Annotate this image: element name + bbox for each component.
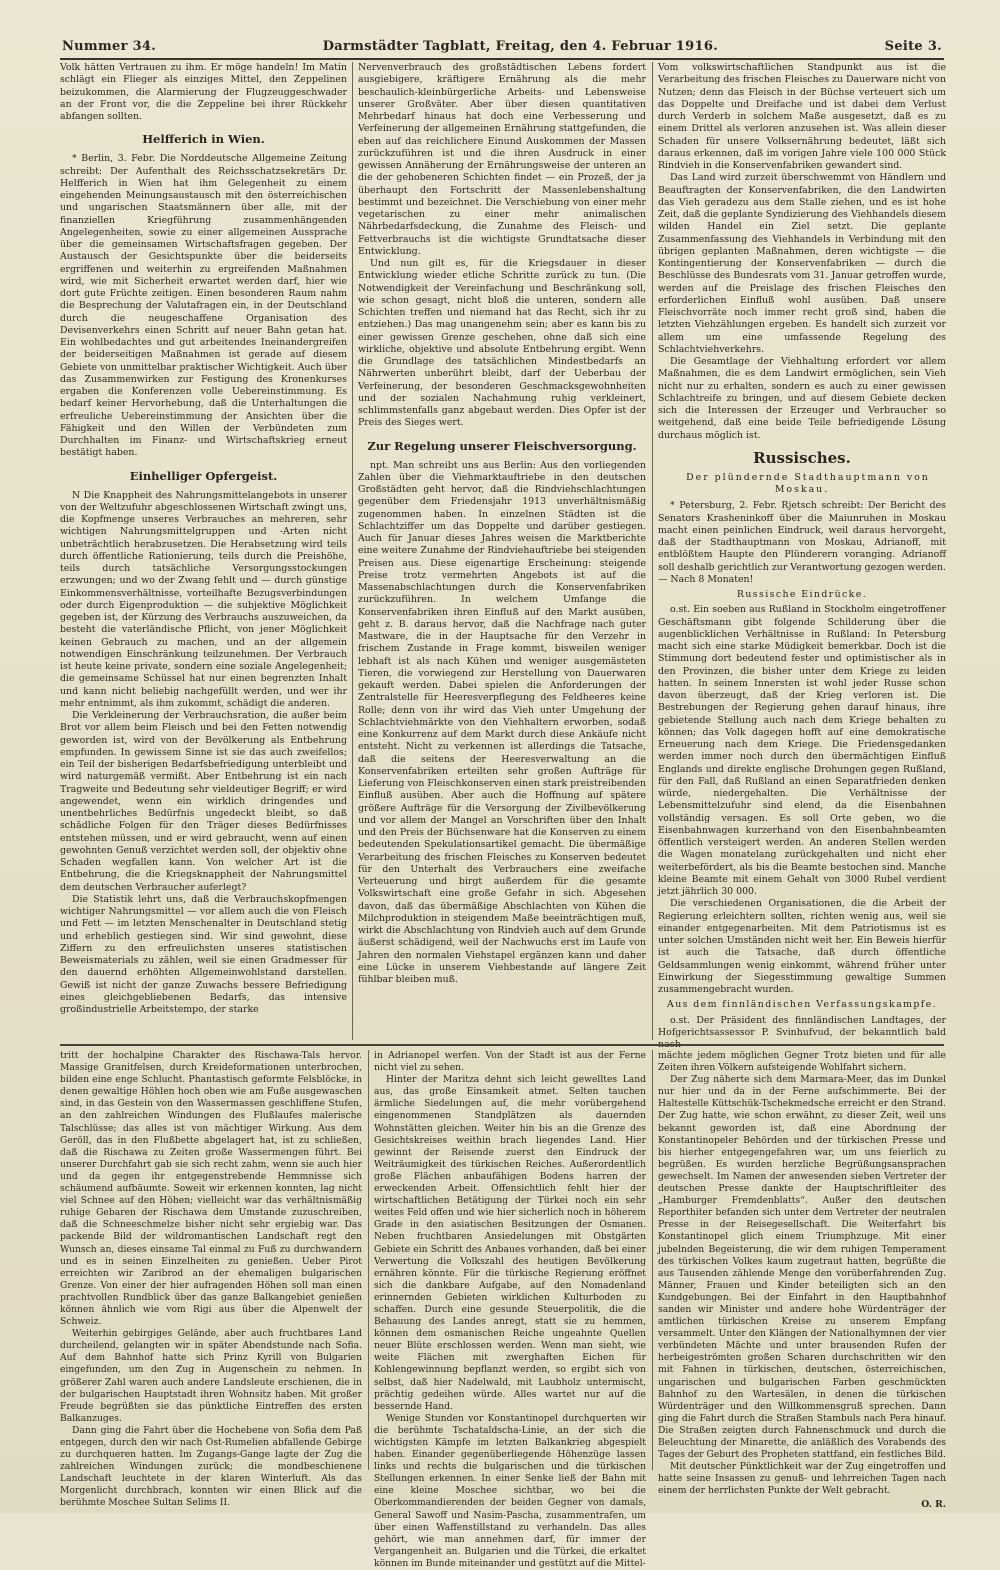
article-paragraph: Die verschiedenen Organisationen, die die Arbeit der Regierung erleichtern sollten, richten wenig aus, weil sie einander entgegenarbeiten. Mit dem Patriotismus ist es unter solchen Umständen nicht weit her. Ein Beweis hierfür ist auch die Tatsache, daß durch öffentliche Geldsammlungen wenig einkommt, während früher unter Einwirkung der Siegesstimmung gewaltige Summen zusammengebracht wurden. bbox=[658, 898, 946, 995]
page-number: Seite 3. bbox=[884, 38, 942, 54]
lower-column-3 bbox=[658, 1050, 947, 1511]
subheadline-eindruecke: Russische Eindrücke. bbox=[736, 589, 868, 600]
subheadline-stadthauptmann: Der plündernde Stadthauptmann von Moskau. bbox=[686, 471, 930, 495]
article-paragraph: Die Gesamtlage der Viehhaltung erfordert vor allem Maßnahmen, die es dem Landwirt ermöglichen, sein Vieh nicht nur zu erhalten, sondern es auch zu einer gewissen Schlachtreife zu bringen, und auf diesem Gebiete decken sich die Interessen der Erzeuger und Verbraucher so weitgehend, daß eine beide Teile befriedigende Lösung durchaus möglich ist. bbox=[658, 356, 946, 441]
feuilleton-paragraph: in Adrianopel werfen. Von der Stadt ist aus der Ferne nicht viel zu sehen. bbox=[374, 1050, 646, 1074]
issue-number: Nummer 34. bbox=[62, 38, 157, 54]
feuilleton-paragraph: mächte jedem möglichen Gegner Trotz bieten und für alle Zeiten ihren Völkern aufsteigende Wohlfahrt sichern. bbox=[658, 1050, 946, 1074]
article-paragraph: Nervenverbrauch des großstädtischen Lebens fordert ausgiebigere, kräftigere Ernährung als die mehr beschaulich-kleinbürgerliche Arbeits- und Lebensweise unserer Großväter. Aber über diesen quantitativen Mehrbedarf hinaus hat doch eine Verbesserung und Verfeinerung der allgemeinen Ernährung stattgefunden, die eben auf das reichlichere Einund Auskommen der Massen zurückzuführen ist und die ihren Ausdruck in einer gewissen Annäherung der Ernährungsweise der unteren an die der gehobeneren Schichten findet — ein Prozeß, der ja überhaupt den Fortschritt der Massenlebenshaltung bestimmt und bezeichnet. Die Verschiebung von einer mehr vegetarischen zu einer mehr animalischen Nährbedarfsdeckung, die Zunahme des Fleisch- und Fettverbrauchs ist die wichtigste Grundtatsache dieser Entwicklung. bbox=[358, 62, 646, 257]
article-paragraph: Die Verkleinerung der Verbrauchsration, die außer beim Brot vor allem beim Fleisch und bei den Fetten notwendig geworden ist, wird von der Bevölkerung als Entbehrung empfunden. In gewissem Sinne ist sie das auch zweifellos; ein Teil der bisherigen Bedarfsbefriedigung unterbleibt und wird naturgemäß vermißt. Aber Entbehrung ist ein nach Tragweite und Bedeutung sehr vieldeutiger Begriff; er wird angewendet, wenn ein wirklich dringendes und unentbehrliches Bedürfnis ungedeckt bleibt, so daß schädliche Folgen für den Träger dieses Bedürfnisses entstehen müssen, und er wird gebraucht, wenn auf einen gewohnten Genuß verzichtet werden soll, der objektiv ohne Schaden wegfallen kann. Von welcher Art ist die Entbehrung, die die Kriegsknappheit der Nahrungsmittel dem deutschen Verbraucher auferlegt? bbox=[60, 710, 347, 893]
article-paragraph: Vom volkswirtschaftlichen Standpunkt aus ist die Verarbeitung des frischen Fleisches zu Dauerware nicht von Nutzen; denn das Fleisch in der Büchse verteuert sich um das Doppelte und Dreifache und ist dabei dem Verlust durch Verderb in solchem Maße ausgesetzt, daß es zu einem Drittel als verloren anzusehen ist. Was allein dieser Schaden für unsere Volksernährung bedeutet, läßt sich daraus erkennen, daß im vorigen Jahre viele 100 000 Stück Rindvieh in die Konservenfabriken gewandert sind. bbox=[658, 62, 946, 171]
lower-column-divider-1 bbox=[368, 1050, 369, 1470]
feuilleton-paragraph: Hinter der Maritza dehnt sich leicht gewelltes Land aus, das große Einsamkeit atmet. Selten tauchen ärmliche Siedelungen auf, die mehr vorübergehend eingenommenen Standplätzen als dauernden Wohnstätten gleichen. Weiter hin bis an die Grenze des Gesichtskreises weithin brach liegendes Land. Hier gewinnt der Reisende zuerst den Eindruck der Weiträumigkeit des türkischen Reiches. Außerordentlich große Flächen anbaufähigen Bodens harren der erweckenden Arbeit. Offensichtlich fehlt hier der wirtschaftlichen Betätigung der Türkei noch ein sehr weites Feld offen und wie hier sicherlich noch in höherem Grade in den asiatischen Besitzungen der Osmanen. Neben fruchtbaren Ansiedelungen mit Obstgärten Gebiete ein Schritt des Anbaues vorhanden, daß bei einer Verwertung die Volkszahl des heutigen Bevölkerung ernähren könnte. Für die türkische Regierung eröffnet sich die dankbare Aufgabe, auf den Nomadenland erinnernden Gebieten wirklichen Kulturboden zu schaffen. Durch eine gesunde Steuerpolitik, die die Behauung des Landes anregt, statt sie zu hemmen, können dem osmanischen Reiche ungeahnte Quellen neuer Blüte erschlossen werden. Wenn man sieht, wie weite Flächen mit zwerghaften Eichen für Kohlengewinnung bepflanzt werden, so ergibt sich von selbst, daß hier Nadelwald, mit Laubholz untermischt, prächtig gedeihen würde. Alles wartet nur auf die bessernde Hand. bbox=[374, 1074, 646, 1412]
column-divider-2 bbox=[652, 62, 653, 1040]
article-paragraph: N Die Knappheit des Nahrungsmittelangebots in unserer von der Weltzufuhr abgeschlossenen Wirtschaft zwingt uns, die Kopfmenge unseres Verbrauches an mehreren, sehr wichtigen Nahrungsmittelgruppen und -Arten nicht unbeträchtlich herabzusetzen. Die Herabsetzung wird teils durch öffentliche Rationierung, teils durch die Preishöhe, teils durch tatsächliche Versorgungsstockungen erzwungen; und wo der Zwang fehlt und — durch günstige Einkommensverhältnisse, vorteilhafte Bezugsverbindungen oder durch Eigenproduktion — die subjektive Möglichkeit gegeben ist, der Kürzung des Verbrauchs auszuweichen, da besteht die vaterländische Pflicht, von jener Möglichkeit keinen Gebrauch zu machen, und an der allgemein notwendigen Einschränkung teilzunehmen. Der Verbrauch ist heute keine private, sondern eine soziale Angelegenheit; die gemeinsame Schüssel hat nur einen begrenzten Inhalt und kann nicht beliebig nachgefüllt werden, und wer ihr mehr entnimmt, als ihm zukommt, schädigt die anderen. bbox=[60, 489, 347, 709]
feuilleton-paragraph: Der Zug näherte sich dem Marmara-Meer, das im Dunkel nur hier und da in der Ferne aufschimmerte. Bei der Haltestelle Küttschük-Tschekmedsche erreicht er den Strand. Der Zug hatte, wie schon erwähnt, zu dieser Zeit, weil uns bekannt geworden ist, daß eine Abordnung der Konstantinopeler Behörden und der türkischen Presse und bis hierher entgegengefahren war, um uns feierlich zu begrüßen. Es wurden herzliche Begrüßungsansprachen gewechselt. Im Namen der anwesenden sieben Vertreter der deutschen Presse dankte der Hauptschriftleiter des „Hamburger Fremdenblatts“. Außer den deutschen Reporthiter befanden sich unter dem Vertreter der neutralen Presse in der Reisegesellschaft. Die Weiterfahrt bis Konstantinopel glich einem Triumphzuge. Mit einer jubelnden Begeisterung, die wir dem ruhigen Temperament des türkischen Volkes kaum zugetraut hatten, begrüßte die aus Tausenden zählende Menge den vorüberfahrenden Zug. Männer, Frauen und Kinder beteiligten sich an den Kundgebungen. Bei der Einfahrt in den Hauptbahnhof sanden wir Minister und andere hohe Würdenträger der amtlichen türkischen Kreise zu unserem Empfang versammelt. Unter den Klängen der Nationalhymnen der vier verbündeten Mächte und unter brausenden Rufen der herbeigeströmten großen Scharen durchschritten wir den mit Fahnen in türkischen, deutschen, österreichischen, ungarischen und bulgarischen Farben geschmückten Bahnhof zu den Wartesälen, in denen die türkischen Würdenträger und den Willkommensgruß sprechen. Dann ging die Fahrt durch die Straßen Stambuls nach Pera hinauf. Die Straßen zeigten durch Fahnenschmuck und durch die Beleuchtung der Minarette, die anläßlich des Vorabends des Tages der Geburt des Propheten stattfand, ein festliches Bild. bbox=[658, 1074, 947, 1461]
feuilleton-paragraph: Dann ging die Fahrt über die Hochebene von Sofia dem Paß entgegen, durch den wir nach Ost-Rumelien abfallende Gebirge zu durchqueren hatten. Im Zugangs-Gange lagte der Zug die zahlreichen Windungen zurück; die mondbeschienene Landschaft leuchtete in der klaren Winterluft. Als das Morgenlicht durchbrach, konnten wir einen Blick auf die berühmte Moschee Sultan Selims II. bbox=[60, 1424, 362, 1509]
feuilleton-paragraph: Mit deutscher Pünktlichkeit war der Zug eingetroffen und hatte seine Insassen zu genuß- und lehrreichen Tagen nach einem der herrlichsten Punkte der Welt gebracht. bbox=[658, 1461, 946, 1497]
article-paragraph: npt. Man schreibt uns aus Berlin: Aus den vorliegenden Zahlen über die Viehmarktauftriebe in den deutschen Großstädten geht hervor, daß die Rindviehschlachtungen gegenüber dem Friedensjahr 1913 unverhältnismäßig zugenommen haben. In einzelnen Städten ist die Schlachtziffer um das Doppelte und darüber gestiegen. Auch für Januar dieses Jahres weisen die Marktberichte eine weitere Zunahme der Rindviehauftriebe bei steigenden Preisen aus. Diese eigenartige Erscheinung: steigende Preise trotz vermehrten Angebots ist auf die Massenabschlachtungen durch die Konservenfabriken zurückzuführen. In welchem Umfange die Konservenfabriken ihren Einfluß auf den Markt ausüben, geht z. B. daraus hervor, daß die Nachfrage nach guter Mastware, die in der Hauptsache für den Verzehr in frischem Zustande in Frage kommt, bisweilen weniger lebhaft ist als nach Kühen und weniger ausgemästeten Tieren, die vorwiegend zur Herstellung von Dauerwaren gekauft werden. Dabei spielen die Anforderungen der Zentralstelle für Heeresverpflegung des Feldheeres keine Rolle; denn von ihr wird das Vieh unter Umgehung der Schlachtviehmärkte von den Viehhaltern erworben, sodaß eine Konkurrenz auf dem Markt durch diese Ankäufe nicht entsteht. Nicht zu verkennen ist allerdings die Tatsache, daß die seitens der Heeresverwaltung an die Konservenfabriken erteilten sehr großen Aufträge für Lieferung von Fleischkonserven einen stark preistreibenden Einfluß ausüben. Aber auch die Hoffnung auf spätere größere Aufträge für die Versorgung der Zivilbevölkerung und vor allem der Mangel an Vorschriften über den Inhalt und den Preis der Büchsenware hat die Konserven zu einem bedeutenden Spekulationsartikel gemacht. Die übermäßige Verarbeitung des frischen Fleisches zu Konserven bedeutet für den Unterhalt des Verbrauchers eine zweifache Verteuerung und birgt außerdem für die gesamte Volkswirtschaft eine große Gefahr in sich. Abgesehen davon, daß das übermäßige Abschlachten von Kühen die Milchproduktion in steigendem Maße beeinträchtigen muß, wirkt die Abschlachtung von Rindvieh auch auf dem Grunde äußerst schädigend, weil der Nachwuchs erst im Laufe von Jahren den normalen Viehstapel ergänzen kann und daher eine Lücke in unserem Viehbestande auf längere Zeit fühlbar bleiben muß. bbox=[358, 459, 646, 985]
column-1 bbox=[60, 62, 347, 1042]
subheadline-finnland: Aus dem finnländischen Verfassungskampfe. bbox=[667, 999, 937, 1011]
lower-column-divider-2 bbox=[652, 1050, 653, 1470]
article-paragraph: Das Land wird zurzeit überschwemmt von Händlern und Beauftragten der Konservenfabriken, die den Landwirten das Vieh geradezu aus dem Stalle ziehen, und es ist hohe Zeit, daß die geplante Syndizierung des Viehhandels diesem wilden Handel ein Ziel setzt. Die geplante Zusammenfassung des Viehhandels in Verbindung mit den übrigen geplanten Maßnahmen, deren wichtigste — die Kontingentierung der Konservenfabriken — durch die Beschlüsse des Bundesrats vom 31. Januar getroffen wurde, werden auf die Preislage des frischen Fleisches den erforderlichen Einfluß wohl ausüben. Daß unsere Fleischvorräte noch immer recht groß sind, haben die letzten Viehzählungen ergeben. Es handelt sich zurzeit vor allem um eine umfassende Regelung des Schlachtviehverkehrs. bbox=[658, 172, 946, 355]
lower-column-1 bbox=[60, 1050, 362, 1509]
headline-fleischversorgung: Zur Regelung unserer Fleischversorgung. bbox=[367, 438, 637, 453]
feuilleton-paragraph: tritt der hochalpine Charakter des Rischawa-Tals hervor. Massige Granitfelsen, durch Kreideformationen unterbrochen, bilden eine enge Schlucht. Phantastisch geformte Felsblöcke, in denen gewaltige Höhlen hoch oben wie am Fuße ausgewaschen sind, in das Gestein von den Wassermassen geschliffene Stufen, an den zahlreichen Windungen des Flußlaufes malerische Talschlüsse; das alles ist von mächtiger Wirkung. Aus dem Geröll, das in den Flußbette abgelagert hat, ist zu schließen, daß die Rischawa zu Zeiten große Wassermengen führt. Bei unserer Durchfahrt gab sie sich recht zahm, wenn sie auch hier und da gegen ihr entgegenstrebende Hemmnisse sich schäumend aufbäumte. Soweit wir erkennen konnten, lag nicht viel Schnee auf den Höhen; vielleicht war das verhältnismäßig ruhige Gebaren der Rischawa dem Umstande zuzuschreiben, daß die Schneeschmelze bisher nicht sehr ergiebig war. Das packende Bild der wildromantischen Landschaft regt den Wunsch an, dieses einsame Tal einmal zu Fuß zu durchwandern und es in seinen Einzelheiten zu genießen. Ueber Pirot erreichten wir Zaribrod an der ehemaligen bulgarischen Grenze. Von einer der hier aufragenden Höhen soll man einen prachtvollen Rundblick über das ganze Balkangebiet genießen können ähnlich wie vom Rigi aus über die Alpenwelt der Schweiz. bbox=[60, 1050, 362, 1328]
intro-paragraph: Volk hätten Vertrauen zu ihm. Er möge handeln! Im Matin schlägt ein Flieger als einziges Mittel, den Zeppelinen beizukommen, die Alarmierung der Flugzeuggeschwader an der Front vor, die die Zeppeline bei ihrer Rückkehr abfangen sollten. bbox=[60, 62, 347, 122]
lower-column-2 bbox=[374, 1050, 646, 1569]
masthead-date: Darmstädter Tagblatt, Freitag, den 4. Februar 1916. bbox=[322, 38, 719, 54]
feuilleton-paragraph: Weiterhin gebirgiges Gelände, aber auch fruchtbares Land durcheilend, gelangten wir in später Abendstunde nach Sofia. Auf dem Bahnhof hatte sich Prinz Kyrill von Bulgarien eingefunden, um den Zug in Augenschein zu nehmen. In größerer Zahl waren auch andere Landsleute erschienen, die in der bulgarischen Hauptstadt ihren Wohnsitz haben. Mit großer Freude begrüßten sie das pünktliche Eintreffen des ersten Balkanzuges. bbox=[60, 1328, 362, 1424]
headline-helfferich: Helfferich in Wien. bbox=[142, 132, 265, 147]
article-paragraph: Und nun gilt es, für die Kriegsdauer in dieser Entwicklung wieder etliche Schritte zurück zu tun. (Die Notwendigkeit der Vereinfachung und Beschränkung soll, wie schon gesagt, nicht bloß die unteren, sondern alle Schichten treffen und niemand hat das Recht, sich ihr zu entziehen.) Das mag unangenehm sein; aber es kann bis zu einer gewissen Grenze geschehen, ohne daß sich eine wirkliche, objektive und absolute Entbehrung ergibt. Wenn die Grundlage des tatsächlichen Mindestbedarfs an Nährwerten unberührt bleibt, darf der Ueberbau der Verfeinerung, der besonderen Geschmacksgewohnheiten und der sozialen Nachahmung ruhig verkleinert, schlimmstenfalls ganz abgebaut werden. Dies Opfer ist der Preis des Sieges wert. bbox=[358, 258, 646, 429]
feuilleton-paragraph: Wenige Stunden vor Konstantinopel durchquerten wir die berühmte Tschataldscha-Linie, an der sich die wichtigsten Kämpfe im letzten Balkankrieg abgespielt haben. Einander gegenüberliegende Höhenzüge lassen links und rechts die bulgarischen und die türkischen Stellungen erkennen. In einer Senke ließ der Bahn mit eine kleine Moschee sichtbar, wo bei die Oberkommandierenden der beiden Gegner von damals, General Sawoff und Nasim-Pascha, zusammentrafen, um über einen Waffenstillstand zu verhandeln. Das alles gehört, wie man annehmen darf, für immer der Vergangenheit an. Bulgarien und die Türkei, die erkaltet können im Bunde miteinander und gestützt auf die Mittel- bbox=[374, 1412, 646, 1569]
article-paragraph: o.st. Der Präsident des finnländischen Landtages, der Hofgerichtsassessor P. Svinhufvud, der bekanntlich bald nach bbox=[658, 1014, 946, 1050]
column-3 bbox=[658, 62, 946, 1050]
page-header bbox=[62, 34, 942, 58]
column-2 bbox=[358, 62, 646, 1042]
headline-russisches: Russisches. bbox=[753, 448, 851, 467]
article-paragraph: o.st. Ein soeben aus Rußland in Stockholm eingetroffener Geschäftsmann gibt folgende Schilderung über die augenblicklichen Verhältnisse in Rußland: In Petersburg macht sich eine starke Müdigkeit bemerkbar. Doch ist die Stimmung dort bedeutend fester und optimistischer als in den Provinzen, die bisher unter dem Kriege zu leiden hatten. In seinem Innersten ist wohl jeder Russe schon davon überzeugt, daß der Krieg verloren ist. Die Bestrebungen der Regierung gehen darauf hinaus, ihre gebietende Stellung auch nach dem Kriege behalten zu können; das Volk dagegen hofft auf eine demokratische Erneuerung nach dem Kriege. Die Friedensgedanken werden immer noch durch den übermächtigen Einfluß Englands und direkte englische Drohungen gegen Rußland, für den Fall, daß Rußland an einen Separatfrieden denken würde, niedergehalten. Die Verhältnisse der Lebensmittelzufuhr sind elend, da die Eisenbahnen vollständig versagen. Es soll Orte geben, wo die Eisenbahnwagen kurzerhand von den Eisenbahnbeamten öffentlich versteigert werden. An anderen Stellen werden die Wagen monatelang zurückgehalten und nicht eher weiterbefördert, als bis die Beamte bestochen sind. Manche kleine Beamte mit einem Gehalt von 3000 Rubel verdient jetzt jährlich 30 000. bbox=[658, 604, 946, 897]
article-paragraph: * Berlin, 3. Febr. Die Norddeutsche Allgemeine Zeitung schreibt: Der Aufenthalt des Reichsschatzsekretärs Dr. Helfferich in Wien hat ihm Gelegenheit zu einem eingehenden Meinungsaustausch mit den österreichischen und ungarischen Staatsmännern über alle, mit der finanziellen Kriegführung zusammenhängenden Angelegenheiten, sowie zu einer allgemeinen Aussprache über die gemeinsamen Wirtschaftsfragen gegeben. Der Austausch der Gesichtspunkte über die beiderseits ergriffenen und weiterhin zu ergreifenden Maßnahmen wird, wie mit Sicherheit erwartet werden darf, hier wie dort gute Früchte zeitigen. Einen besonderen Raum nahm die Besprechung der Valutafragen ein, in der Deutschland durch die neugeschaffene Organisation des Devisenverkehrs einen Schritt auf neuer Bahn getan hat. Ein wohlbedachtes und gut arbeitendes Ineinandergreifen der beiderseitigen Maßnahmen ist gerade auf diesem Gebiete von unmittelbar praktischer Wichtigkeit. Auch über das Zusammenwirken zur Festigung des Kronenkurses ergaben die Konferenzen volle Uebereinstimmung. Es bedarf keiner Hervorhebung, daß die Unterhaltungen die erfreuliche Uebereinstimmung der Ansichten über die Fähigkeit und den Willen der Verbündeten zum Durchhalten im Finanz- und Wirtschaftskrieg erneut bestätigt haben. bbox=[60, 153, 347, 459]
article-paragraph: * Petersburg, 2. Febr. Rjetsch schreibt: Der Bericht des Senators Krasheninkoff über die Maiunruhen in Moskau macht einen peinlichen Eindruck, weil daraus hervorgeht, daß der Stadthauptmann von Moskau, Adrianoff, mit entblößtem Haupte den Plünderern voranging. Adrianoff soll deshalb gerichtlich zur Verantwortung gezogen werden. — Nach 8 Monaten! bbox=[658, 500, 946, 585]
column-divider-1 bbox=[352, 62, 353, 1040]
article-paragraph: Die Statistik lehrt uns, daß die Verbrauchskopfmengen wichtiger Nahrungsmittel — vor allem auch die von Fleisch und Fett — im letzten Menschenalter in Deutschland stetig und erheblich gestiegen sind. Wir sind gewohnt, diese Ziffern zu den erfreulichsten unseres statistischen Beweismaterials zu zählen, weil sie einen Gradmesser für den dauernd erhöhten Allgemeinwohlstand darstellen. Gewiß ist nicht der ganze Zuwachs bessere Befriedigung eines gleichgebliebenen Bedarfs, das intensive großindustrielle Arbeitstempo, der starke bbox=[60, 893, 347, 1015]
section-divider bbox=[60, 1044, 944, 1046]
headline-opfergeist: Einhelliger Opfergeist. bbox=[129, 468, 278, 483]
author-signature: O. R. bbox=[921, 1499, 946, 1511]
header-rule bbox=[60, 58, 944, 60]
